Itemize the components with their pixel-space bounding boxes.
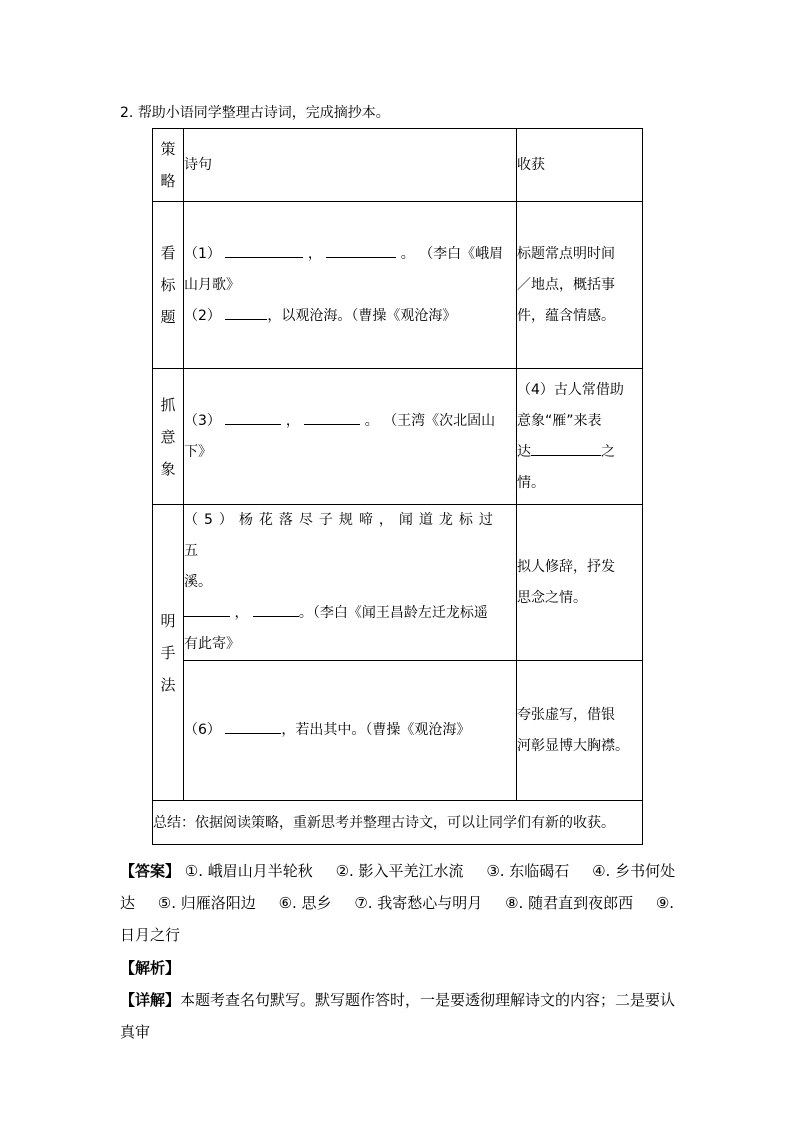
answer-item-7: ⑦. 我寄愁心与明月 [354,894,483,912]
poem-cell-5 [184,505,517,661]
answer-blank-8[interactable] [253,602,299,617]
analysis-section [120,952,680,1048]
header-poem: 诗句 [184,129,517,202]
table-row-imagery [153,369,643,505]
excerpt-table [152,128,643,845]
poem-item-5-source: 有此寄》 [184,636,240,652]
header-gain: 收获 [517,129,643,202]
answer-blank-5[interactable] [304,410,360,425]
answer-blank-6[interactable] [531,441,601,456]
poem-cell-2 [184,369,517,505]
answer-item-3: ③. 东临碣石 [486,862,570,880]
answer-blank-3[interactable] [225,305,267,320]
question-number: 2. [120,105,134,121]
poem-cell-6 [184,661,517,801]
answer-item-1: ①. 峨眉山月半轮秋 [184,862,313,880]
answer-item-8: ⑧. 随君直到夜郎西 [505,894,634,912]
poem-item-1-source: 山月歌》 [184,276,240,293]
poem-item-6: （6） ，若出其中。（曹操《观沧海》 [184,715,516,746]
table-row-look-title [153,202,643,369]
question-text: 帮助小语同学整理古诗词，完成摘抄本。 [137,105,390,121]
answer-section [120,855,680,951]
answer-item-5: ⑤. 归雁洛阳边 [157,894,256,912]
gain-cell-2: （4）古人常借助 意象“雁”来表 达 之 情。 [517,369,643,505]
answer-blank-2[interactable] [326,243,396,258]
answer-label: 【答案】 [120,862,181,880]
poem-cell-1 [184,202,517,369]
answer-item-9: ⑨. 日月之行 [120,894,675,944]
summary-text: 总结：依据阅读策略，重新思考并整理古诗文，可以让同学们有新的收获。 [153,801,643,845]
table-row-technique-1 [153,505,643,661]
strategy-imagery: 抓 意 象 [153,369,184,505]
poem-item-5-line1: （5）杨花落尽子规啼，闻道龙标过五 [184,512,499,559]
header-strategy: 策 略 [153,129,184,202]
gain-cell-5: 拟人修辞，抒发 思念之情。 [517,505,643,661]
detail-text: 本题考查名句默写。默写题作答时，一是要透彻理解诗文的内容；二是要认真审 [120,991,676,1041]
answer-blank-1[interactable] [225,243,303,258]
table-row-technique-2 [153,661,643,801]
strategy-look-title: 看 标 题 [153,202,184,369]
poem-item-2: （2） ，以观沧海。（曹操《观沧海》 [184,301,516,332]
answer-item-4: ④. 乡书何处达 [120,862,676,912]
gain-cell-1: 标题常点明时间 ／地点，概括事 件，蕴含情感。 [517,202,643,369]
poem-item-5-line2: 溪。 [184,574,212,590]
analysis-label: 【解析】 [120,959,181,977]
answer-blank-4[interactable] [225,410,281,425]
table-summary-row [153,801,643,845]
answer-blank-7[interactable] [184,602,230,617]
poem-item-3-source: 下》 [184,443,212,460]
poem-item-5-blanks: ， 。（李白《闻王昌龄左迁龙标遥 [184,598,516,629]
gain-cell-6: 夸张虚写，借银 河彰显博大胸襟。 [517,661,643,801]
strategy-technique: 明 手 法 [153,505,184,801]
question-title [120,103,390,123]
answer-blank-9[interactable] [225,719,281,734]
poem-item-1: （1） ， 。 （李白《峨眉 [184,239,516,270]
table-header-row [153,129,643,202]
detail-label: 【详解】 [120,991,181,1009]
poem-item-3: （3） ， 。 （王湾《次北固山 [184,406,516,437]
answer-item-6: ⑥. 思乡 [278,894,332,912]
answer-item-2: ②. 影入平羌江水流 [335,862,464,880]
